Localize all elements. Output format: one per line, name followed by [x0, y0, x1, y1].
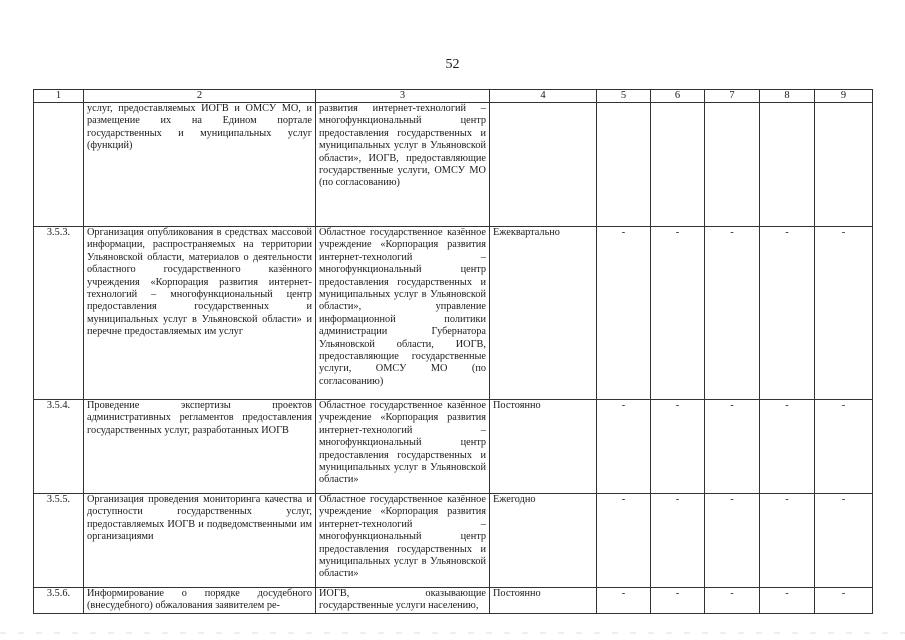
value-cell: -: [815, 400, 873, 494]
value-cell: -: [651, 227, 705, 400]
value-cell: -: [705, 588, 760, 614]
deadline: Ежеквартально: [490, 227, 597, 400]
event-name: Организация проведения мониторинга качества и доступности государственных услуг, предоставляемых ИОГВ и подведомственными им организациями: [84, 494, 316, 588]
column-header: 7: [705, 90, 760, 103]
row-number: 3.5.4.: [34, 400, 84, 494]
responsible-executor: Областное государственное казённое учреждение «Корпорация развития интернет-технологий – многофункциональный центр предоставления государственных и муниципальных услуг в Ульяновской области»: [316, 494, 490, 588]
value-cell: -: [705, 400, 760, 494]
row-number: 3.5.3.: [34, 227, 84, 400]
event-name: Организация опубликования в средствах массовой информации, распространяемых на территории Ульяновской области, материалов о деятельности областного государственного казённого учреждения «Корпорация развития интернет-технологий – многофункциональный центр предоставления государственных и муниципальных услуг в Ульяновской области» и перечне предоставляемых им услуг: [84, 227, 316, 400]
plan-table: [33, 89, 873, 614]
value-cell: -: [815, 588, 873, 614]
column-header: 4: [490, 90, 597, 103]
value-cell: -: [597, 494, 651, 588]
column-header: 5: [597, 90, 651, 103]
value-cell: -: [651, 494, 705, 588]
event-name: Проведение экспертизы проектов административных регламентов предоставления государственных услуг, разработанных ИОГВ: [84, 400, 316, 494]
value-cell: -: [597, 588, 651, 614]
value-cell: -: [597, 227, 651, 400]
value-cell: -: [815, 494, 873, 588]
table-row: [34, 588, 873, 614]
page-number: 52: [445, 57, 460, 72]
row-number: 3.5.6.: [34, 588, 84, 614]
value-cell: -: [760, 227, 815, 400]
responsible-executor: ИОГВ, оказывающие государственные услуги населению,: [316, 588, 490, 614]
row-number: [34, 103, 84, 227]
table-row: [34, 400, 873, 494]
table-row: [34, 227, 873, 400]
value-cell: -: [760, 400, 815, 494]
column-header: 1: [34, 90, 84, 103]
responsible-executor: Областное государственное казённое учреждение «Корпорация развития интернет-технологий – многофункциональный центр предоставления государственных и муниципальных услуг в Ульяновской области»: [316, 400, 490, 494]
event-name: Информирование о порядке досудебного (внесудебного) обжалования заявителем ре-: [84, 588, 316, 614]
deadline: Ежегодно: [490, 494, 597, 588]
table-header-row: [34, 90, 873, 103]
value-cell: -: [651, 588, 705, 614]
value-cell: -: [651, 400, 705, 494]
responsible-executor: Областное государственное казённое учреждение «Корпорация развития интернет-технологий – многофункциональный центр предоставления государственных и муниципальных услуг в Ульяновской области», управление информационной политики администрации Губернатора Ульяновской области, ИОГВ, предоставляющие государственные услуги, ОМСУ МО (по согласованию): [316, 227, 490, 400]
value-cell: -: [760, 588, 815, 614]
value-cell: [760, 103, 815, 227]
event-name: услуг, предоставляемых ИОГВ и ОМСУ МО, и размещение их на Едином портале государственных и муниципальных услуг (функций): [84, 103, 316, 227]
scan-artifact: [0, 632, 905, 634]
value-cell: -: [705, 494, 760, 588]
value-cell: [597, 103, 651, 227]
value-cell: -: [705, 227, 760, 400]
column-header: 9: [815, 90, 873, 103]
column-header: 8: [760, 90, 815, 103]
deadline: Постоянно: [490, 588, 597, 614]
table-row: [34, 494, 873, 588]
value-cell: -: [597, 400, 651, 494]
row-number: 3.5.5.: [34, 494, 84, 588]
column-header: 2: [84, 90, 316, 103]
value-cell: -: [815, 227, 873, 400]
value-cell: [651, 103, 705, 227]
value-cell: -: [760, 494, 815, 588]
column-header: 3: [316, 90, 490, 103]
value-cell: [815, 103, 873, 227]
table-row: [34, 103, 873, 227]
deadline: Постоянно: [490, 400, 597, 494]
column-header: 6: [651, 90, 705, 103]
value-cell: [705, 103, 760, 227]
responsible-executor: развития интернет-технологий – многофункциональный центр предоставления государственных и муниципальных услуг в Ульяновской области», ИОГВ, предоставляющие государственные услуги, ОМСУ МО (по согласованию): [316, 103, 490, 227]
deadline: [490, 103, 597, 227]
